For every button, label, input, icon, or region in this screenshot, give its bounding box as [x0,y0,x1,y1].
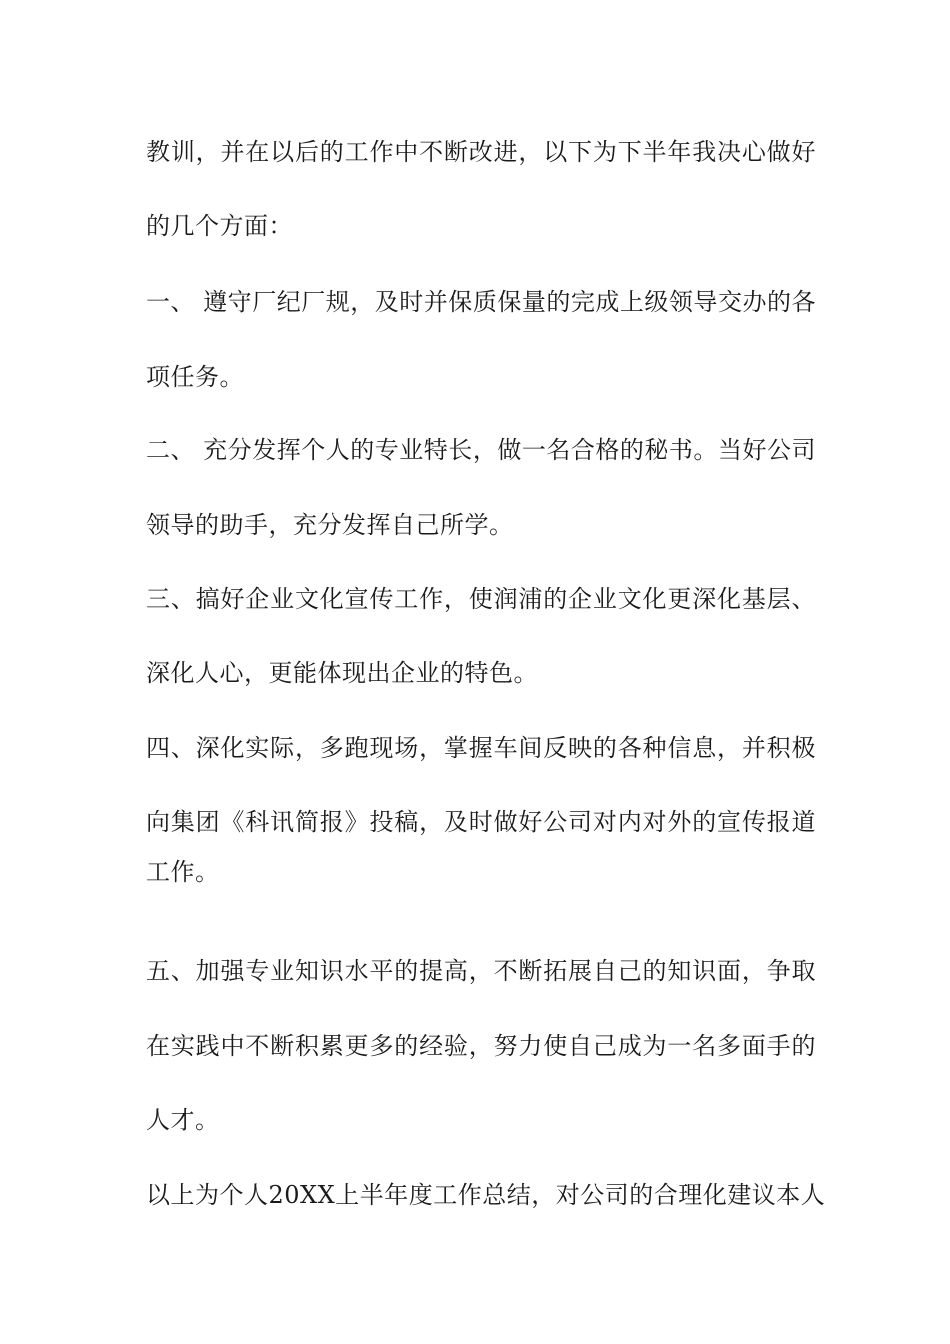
text-line: 在实践中不断积累更多的经验，努力使自己成为一名多面手的 [146,1032,816,1060]
text-line: 以上为个人20XX上半年度工作总结，对公司的合理化建议本人 [146,1181,826,1209]
text-line: 五、加强专业知识水平的提高，不断拓展自己的知识面，争取 [146,957,816,985]
text-line: 人才。 [146,1106,220,1134]
text-line: 工作。 [146,858,220,886]
text-line: 四、深化实际，多跑现场，掌握车间反映的各种信息，并积极 [146,734,816,762]
text-line: 的几个方面： [146,212,293,240]
text-line: 二、 充分发挥个人的专业特长，做一名合格的秘书。当好公司 [146,436,816,464]
text-line: 项任务。 [146,363,244,391]
text-line: 三、搞好企业文化宣传工作，使润浦的企业文化更深化基层、 [146,585,816,613]
text-line: 领导的助手，充分发挥自己所学。 [146,511,514,539]
text-line: 深化人心，更能体现出企业的特色。 [146,659,538,687]
text-line: 向集团《科讯简报》投稿，及时做好公司对内对外的宣传报道 [146,808,816,836]
text-line: 教训，并在以后的工作中不断改进，以下为下半年我决心做好 [146,138,816,166]
text-line: 一、 遵守厂纪厂规，及时并保质保量的完成上级领导交办的各 [146,288,816,316]
